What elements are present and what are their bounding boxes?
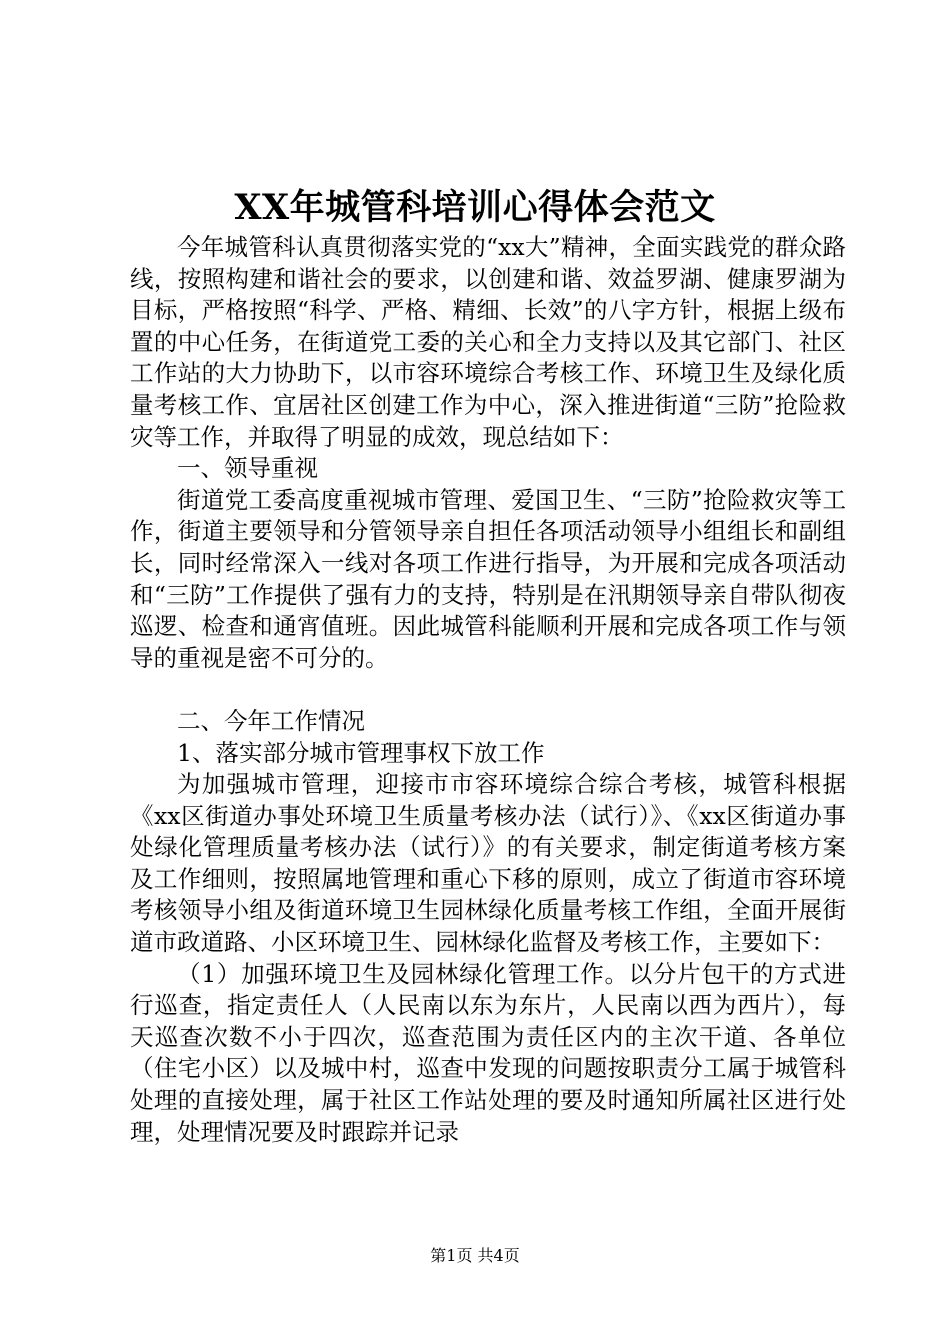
paragraph-delegation: 为加强城市管理，迎接市市容环境综合综合考核，城管科根据《xx区街道办事处环境卫生质量考核办法（试行）》、《xx区街道办事处绿化管理质量考核办法（试行）》的有关要求，制定街道考核方案及工作细则，按照属地管理和重心下移的原则，成立了街道市容环境考核领导小组及街道环境卫生园林绿化质量考核工作组，全面开展街道市政道路、小区环境卫生、园林绿化监督及考核工作，主要如下： [130, 770, 846, 957]
section-heading-leadership: 一、领导重视 [177, 454, 318, 483]
paragraph-spacer [130, 674, 846, 706]
page-footer: 第1页 共4页 [430, 1246, 520, 1265]
document-body [130, 232, 846, 1148]
section-heading-work: 二、今年工作情况 [177, 706, 365, 735]
paragraph-leadership: 街道党工委高度重视城市管理、爱国卫生、“三防”抢险救灾等工作，街道主要领导和分管领导亲自担任各项活动领导小组组长和副组长，同时经常深入一线对各项工作进行指导，为开展和完成各项活动和“三防”工作提供了强有力的支持，特别是在汛期领导亲自带队彻夜巡逻、检查和通宵值班。因此城管科能顺利开展和完成各项工作与领导的重视是密不可分的。 [130, 485, 846, 672]
paragraph-intro: 今年城管科认真贯彻落实党的“xx大”精神，全面实践党的群众路线，按照构建和谐社会的要求，以创建和谐、效益罗湖、健康罗湖为目标，严格按照“科学、严格、精细、长效”的八字方针，根据上级布置的中心任务，在街道党工委的关心和全力支持以及其它部门、社区工作站的大力协助下，以市容环境综合考核工作、环境卫生及绿化质量考核工作、宜居社区创建工作为中心，深入推进街道“三防”抢险救灾等工作，并取得了明显的成效，现总结如下： [130, 233, 846, 451]
subsection-heading-delegation: 1、落实部分城市管理事权下放工作 [177, 738, 545, 767]
document-title: XX年城管科培训心得体会范文 [234, 187, 716, 228]
paragraph-item-1: （1）加强环境卫生及园林绿化管理工作。以分片包干的方式进行巡查，指定责任人（人民南以东为东片，人民南以西为西片），每天巡查次数不小于四次，巡查范围为责任区内的主次干道、各单位（住宅小区）以及城中村，巡查中发现的问题按职责分工属于城管科处理的直接处理，属于社区工作站处理的要及时通知所属社区进行处理，处理情况要及时跟踪并记录 [130, 959, 846, 1146]
